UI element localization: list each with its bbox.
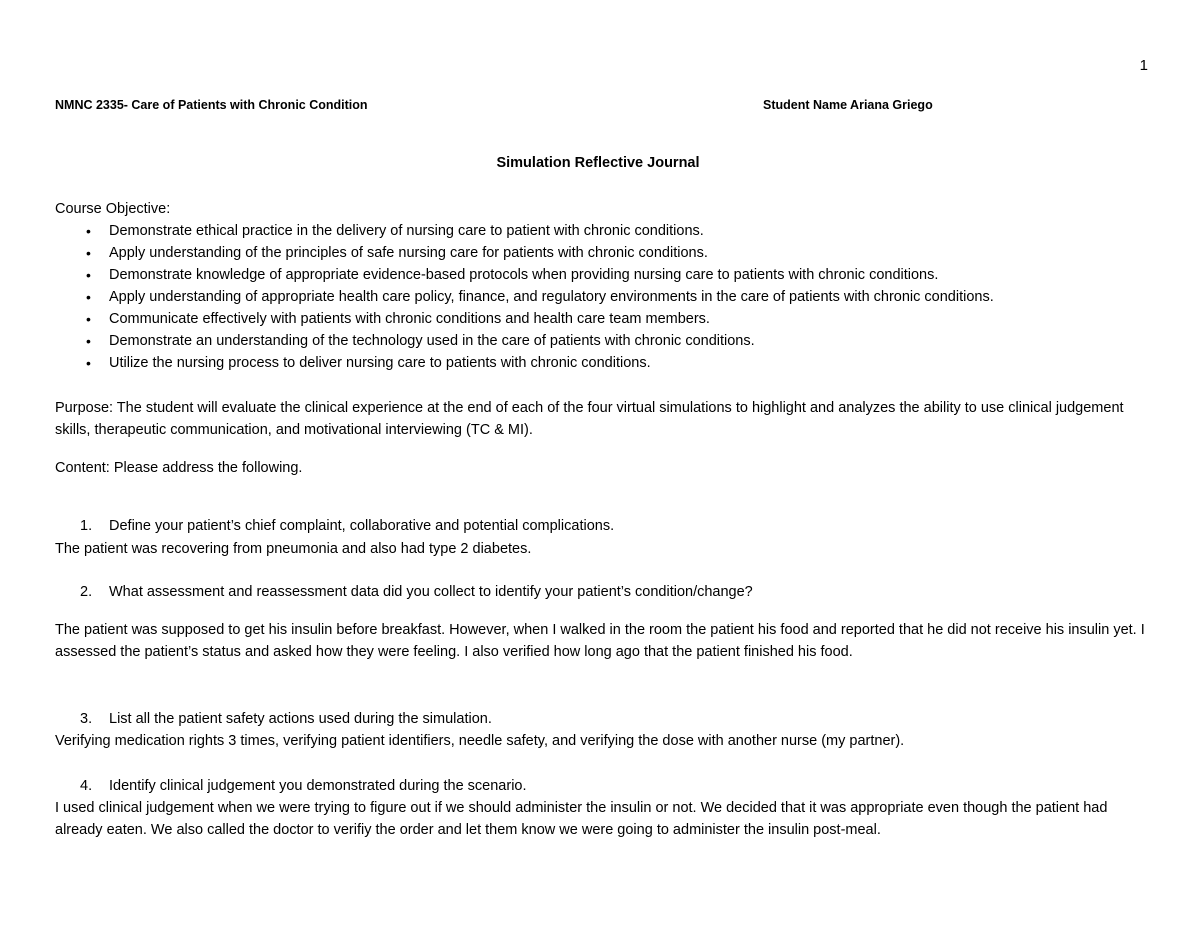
bullet-icon: • [86, 311, 91, 327]
question-2 [80, 581, 1160, 603]
objective-item [55, 264, 1165, 286]
bullet-icon: • [86, 355, 91, 371]
student-name: Student Name Ariana Griego [763, 98, 933, 112]
objective-text: Communicate effectively with patients with chronic conditions and health care team members. [109, 311, 710, 327]
question-1 [80, 515, 1160, 537]
question-number: 1. [80, 518, 93, 534]
question-number: 2. [80, 584, 93, 600]
question-4 [80, 775, 1160, 797]
question-text: What assessment and reassessment data did you collect to identify your patient’s condition/change? [109, 584, 753, 600]
objective-text: Demonstrate knowledge of appropriate evidence-based protocols when providing nursing care to patients with chronic conditions. [109, 267, 939, 283]
objective-item [55, 352, 1165, 374]
objective-text: Demonstrate ethical practice in the delivery of nursing care to patient with chronic conditions. [109, 223, 704, 239]
course-title: NMNC 2335- Care of Patients with Chronic Condition [55, 98, 368, 112]
answer-4: I used clinical judgement when we were trying to figure out if we should administer the insulin or not. We decided that it was appropriate even though the patient had already eaten. We also called the doctor to verifiy the order and let them know we were going to administer the insulin post-meal. [55, 800, 1108, 838]
content-paragraph: Content: Please address the following. [55, 460, 303, 476]
document-title: Simulation Reflective Journal [496, 155, 700, 171]
course-objective-label: Course Objective: [55, 201, 171, 217]
bullet-icon: • [86, 223, 91, 239]
question-text: List all the patient safety actions used during the simulation. [109, 711, 492, 727]
objective-item [55, 220, 1165, 242]
objective-text: Apply understanding of the principles of safe nursing care for patients with chronic conditions. [109, 245, 708, 261]
answer-1: The patient was recovering from pneumonia and also had type 2 diabetes. [55, 541, 532, 557]
objective-text: Demonstrate an understanding of the technology used in the care of patients with chronic conditions. [109, 333, 755, 349]
question-text: Define your patient’s chief complaint, collaborative and potential complications. [109, 518, 615, 534]
question-number: 3. [80, 711, 93, 727]
purpose-paragraph: Purpose: The student will evaluate the clinical experience at the end of each of the four virtual simulations to highlight and analyzes the ability to use clinical judgement skills, therapeutic communication, and motivational interviewing (TC & MI). [55, 400, 1124, 438]
bullet-icon: • [86, 267, 91, 283]
question-text: Identify clinical judgement you demonstrated during the scenario. [109, 778, 527, 794]
answer-2: The patient was supposed to get his insulin before breakfast. However, when I walked in the room the patient his food and reported that he did not receive his insulin yet. I assessed the patient’s status and asked how they were feeling. I also verified how long ago that the patient finished his food. [55, 622, 1145, 660]
objective-item [55, 242, 1165, 264]
question-number: 4. [80, 778, 93, 794]
question-3 [80, 708, 1160, 730]
objective-text: Apply understanding of appropriate health care policy, finance, and regulatory environments in the care of patients with chronic conditions. [109, 289, 994, 305]
objective-item [55, 330, 1165, 352]
bullet-icon: • [86, 289, 91, 305]
objective-text: Utilize the nursing process to deliver nursing care to patients with chronic conditions. [109, 355, 651, 371]
objective-item [55, 286, 1165, 308]
answer-3: Verifying medication rights 3 times, verifying patient identifiers, needle safety, and verifying the dose with another nurse (my partner). [55, 733, 905, 749]
objectives-list [55, 220, 1165, 374]
bullet-icon: • [86, 245, 91, 261]
objective-item [55, 308, 1165, 330]
page-number: 1 [1139, 57, 1148, 74]
bullet-icon: • [86, 333, 91, 349]
